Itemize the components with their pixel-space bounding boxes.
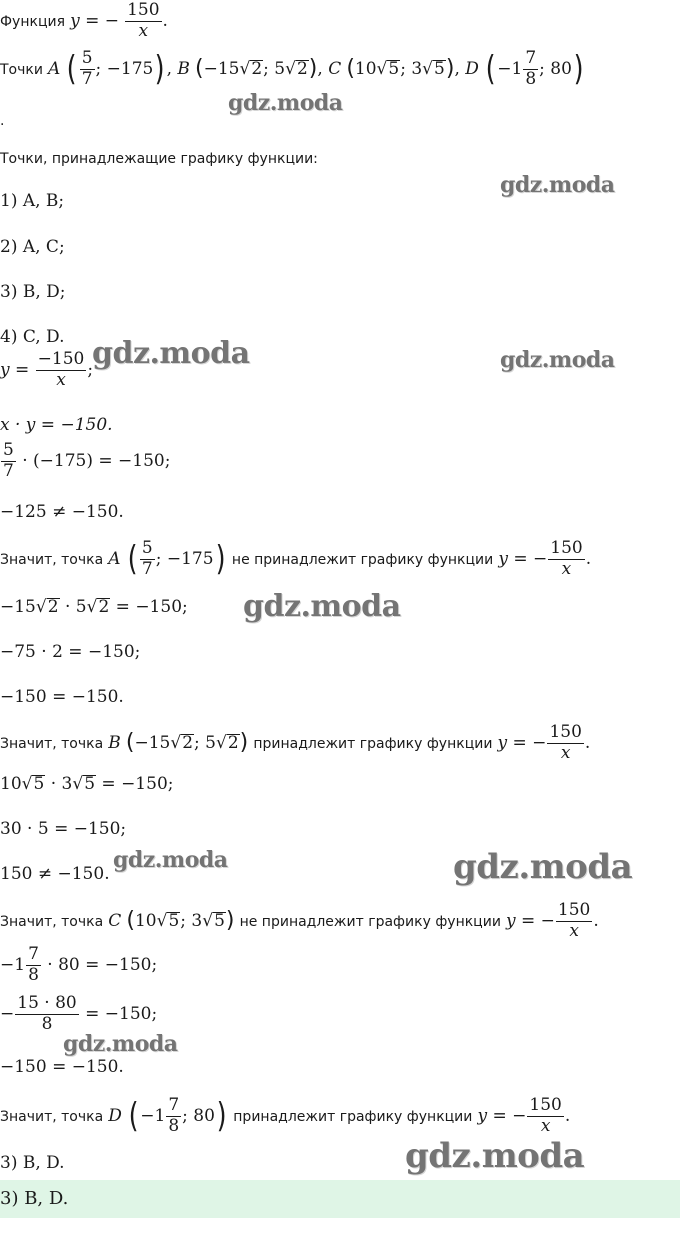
watermark: gdz.moda bbox=[228, 90, 343, 116]
watermark: gdz.moda bbox=[500, 172, 615, 198]
answer-box bbox=[0, 1180, 680, 1218]
question-prompt: Точки, принадлежащие графику функции: bbox=[0, 151, 318, 167]
function-expr: y = − bbox=[70, 10, 119, 31]
check-b-line-3: −150 = −150. bbox=[0, 687, 124, 707]
point-d-name: D bbox=[465, 58, 479, 79]
answer-text: 3) B, D. bbox=[0, 1188, 69, 1209]
check-d-line-1: −1 $\frac{7}{8}$ · 80 = −150; bbox=[0, 944, 158, 985]
check-c-line-2: 30 · 5 = −150; bbox=[0, 819, 127, 839]
function-fraction: $\frac{150}{x}$ bbox=[127, 0, 160, 41]
point-c-name: C bbox=[328, 58, 342, 79]
conclusion-b: Значит, точка B (−15√2; 5√2) принадлежит графику функции y = − $\frac{150}{x}$ . bbox=[0, 722, 591, 763]
check-c-line-3: 150 ≠ −150. bbox=[0, 864, 110, 884]
function-label: Функция bbox=[0, 13, 65, 30]
function-line: Функция y = − $\frac{150}{x}$ . bbox=[0, 0, 168, 41]
option-3: 3) B, D; bbox=[0, 282, 66, 302]
option-2: 2) A, C; bbox=[0, 237, 65, 257]
option-1: 1) A, B; bbox=[0, 191, 65, 211]
solution-function: y = $\frac{-150}{x}$ ; bbox=[0, 349, 94, 390]
point-d-fraction: $\frac{7}{8}$ bbox=[525, 48, 537, 89]
point-a-name: A bbox=[48, 58, 61, 79]
points-label: Точки bbox=[0, 61, 43, 78]
watermark: gdz.moda bbox=[63, 1031, 178, 1057]
conclusion-d: Значит, точка D (−1 $\frac{7}{8}$ ; 80) принадлежит графику функции y = − $\frac{150}{x}$ . bbox=[0, 1095, 571, 1137]
watermark: gdz.moda bbox=[113, 847, 228, 873]
product-equation: x · y = −150. bbox=[0, 415, 113, 435]
check-d-line-2: − $\frac{15 \cdot 80}{8}$ = −150; bbox=[0, 993, 158, 1034]
check-b-line-2: −75 · 2 = −150; bbox=[0, 642, 141, 662]
check-b-line-1: −15√2 · 5√2 = −150; bbox=[0, 597, 188, 617]
check-a-line-1: $\frac{5}{7}$ · (−175) = −150; bbox=[3, 440, 171, 481]
watermark: gdz.moda bbox=[405, 1136, 585, 1176]
check-a-line-2: −125 ≠ −150. bbox=[0, 502, 124, 522]
points-line: Точки A ( $\frac{5}{7}$ ; −175), B (−15√2; 5√2), C (10√5; 3√5), D (−1 $\frac{7}{8}$ ; 80) bbox=[0, 48, 584, 90]
check-d-line-3: −150 = −150. bbox=[0, 1057, 124, 1077]
watermark: gdz.moda bbox=[453, 847, 633, 887]
dot-line: . bbox=[0, 113, 5, 129]
watermark: gdz.moda bbox=[92, 336, 250, 371]
point-a-fraction: $\frac{5}{7}$ bbox=[81, 48, 93, 89]
check-c-line-1: 10√5 · 3√5 = −150; bbox=[0, 774, 174, 794]
conclusion-a: Значит, точка A ( $\frac{5}{7}$ ; −175) не принадлежит графику функции y = − $\frac{150}{x}$ . bbox=[0, 538, 592, 580]
conclusion-c: Значит, точка C (10√5; 3√5) не принадлежит графику функции y = − $\frac{150}{x}$ . bbox=[0, 900, 599, 941]
final-answer-line: 3) B, D. bbox=[0, 1153, 65, 1173]
watermark: gdz.moda bbox=[243, 589, 401, 624]
point-b-name: B bbox=[177, 58, 190, 79]
option-4: 4) C, D. bbox=[0, 327, 65, 347]
watermark: gdz.moda bbox=[500, 347, 615, 373]
